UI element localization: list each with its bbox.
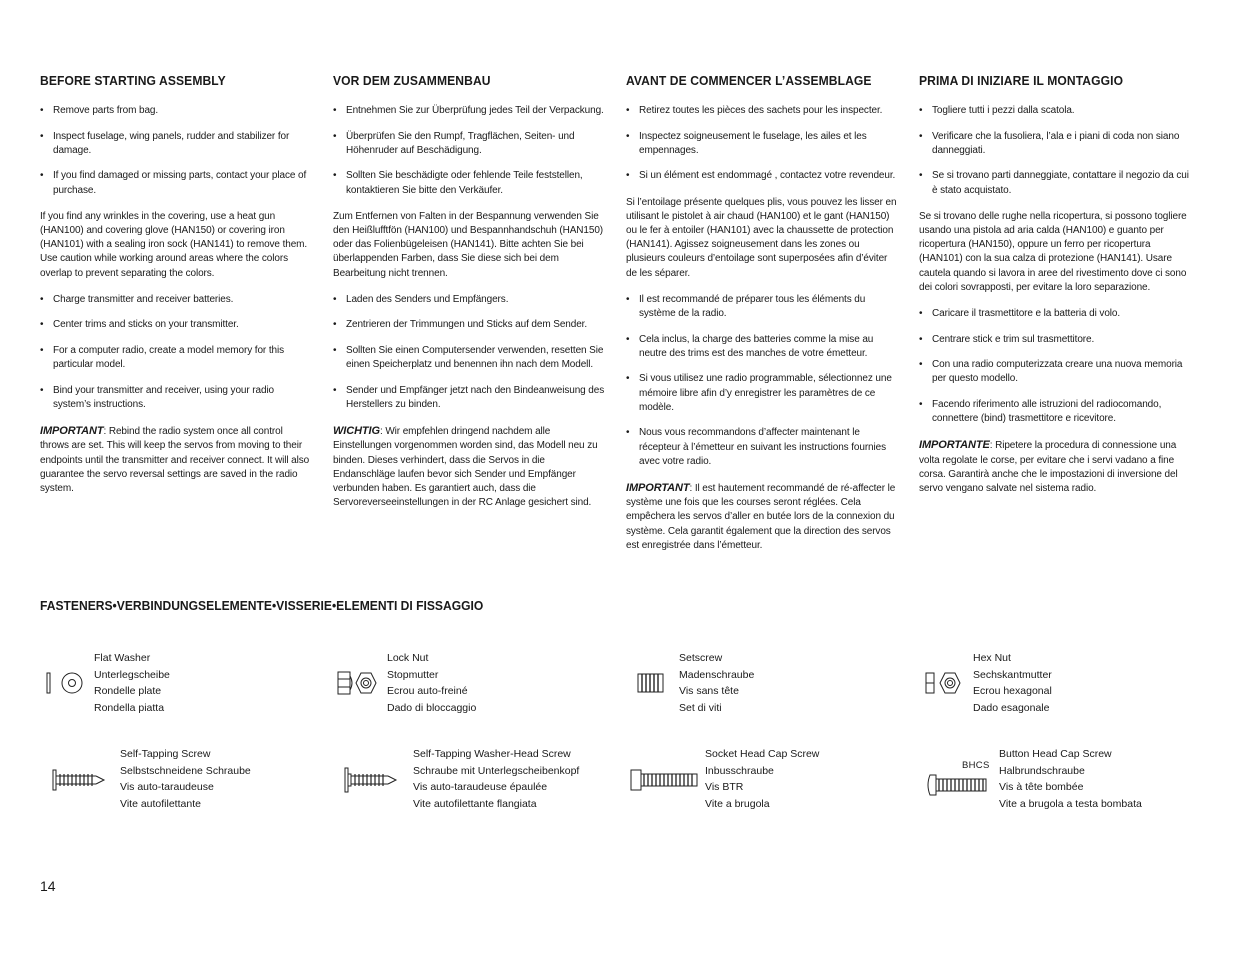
list-item: • Cela inclus, la charge des batteries comme la mise au neutre des trims est des manches de votre émetteur.: [626, 333, 898, 361]
list-item: • Con una radio computerizzata creare una nuova memoria per questo modello.: [919, 358, 1191, 386]
list-item: • For a computer radio, create a model memory for this particular model.: [40, 344, 312, 372]
bullet-list: [333, 293, 605, 412]
important-text: : Rebind the radio system once all control throws are set. This will keep the servos from moving to their endpoints until the transmitter and receiver connect. It will also guarantee the servo reversal settings are saved in the radio system.: [40, 426, 310, 495]
bullet-list: [40, 293, 312, 412]
washer-head-screw-icon: [344, 766, 400, 794]
important-text: : Wir empfehlen dringend nachdem alle Einstellungen vorgenommen worden sind, das Modell neu zu binden. Dieses verhindert, dass die Servos in die Endanschläge laufen bevor sich Sender und Empfänger verbunden haben. Es garantiert auch, dass die Servoreverseeinstellungen in der RC Anlage gesichert sind.: [333, 426, 598, 509]
fastener-washer-head-screw: Self-Tapping Washer-Head Screw Schraube mit Unterlegscheibenkopf Vis auto-taraudeuse épaulée Vite autofilettante flangiata: [413, 748, 580, 810]
important-note: [919, 438, 1191, 496]
list-item: • Si vous utilisez une radio programmable, sélectionnez une mémoire libre afin d’y enregistrer les paramètres de ce modèle.: [626, 372, 898, 415]
page-number: 14: [40, 878, 56, 894]
fastener-lock-nut: Lock Nut Stopmutter Ecrou auto-freiné Dado di bloccaggio: [387, 652, 477, 714]
important-text: : Ripetere la procedura di connessione una volta regolate le corse, per evitare che i servi vadano a fine corsa. Garantirà anche che le impostazioni di inversione del servo vengano salvate nel sistema radio.: [919, 440, 1178, 495]
fastener-socket-head-cap-screw: Socket Head Cap Screw Inbusschraube Vis BTR Vite a brugola: [705, 748, 820, 810]
fastener-button-head-cap-screw: Button Head Cap Screw Halbrundschraube Vis à tête bombée Vite a brugola a testa bombata: [999, 748, 1142, 810]
fastener-self-tapping-screw: Self-Tapping Screw Selbstschneidene Schraube Vis auto-taraudeuse Vite autofilettante: [120, 748, 251, 810]
list-item: • Togliere tutti i pezzi dalla scatola.: [919, 104, 1191, 118]
important-label: IMPORTANT: [626, 482, 690, 495]
list-item: • Retirez toutes les pièces des sachets pour les inspecter.: [626, 104, 898, 118]
section-heading: VOR DEM ZUSAMMENBAU: [333, 73, 491, 88]
bullet-list: [333, 104, 605, 198]
important-label: WICHTIG: [333, 425, 380, 438]
list-item: • Sollten Sie einen Computersender verwenden, resetten Sie einen Speicherplatz und benennen ihn nach dem Modell.: [333, 344, 605, 372]
fastener-setscrew: Setscrew Madenschraube Vis sans tête Set di viti: [679, 652, 755, 714]
important-note: [40, 424, 312, 496]
list-item: • Bind your transmitter and receiver, using your radio system’s instructions.: [40, 384, 312, 412]
list-item: • Si un élément est endommagé , contactez votre revendeur.: [626, 169, 898, 183]
flat-washer-icon: [44, 670, 86, 696]
list-item: • Center trims and sticks on your transmitter.: [40, 318, 312, 332]
list-item: • Sender und Empfänger jetzt nach den Bindeanweisung des Herstellers zu binden.: [333, 384, 605, 412]
setscrew-icon: [637, 672, 665, 694]
fastener-hex-nut: Hex Nut Sechskantmutter Ecrou hexagonal Dado esagonale: [973, 652, 1052, 714]
list-item: • Charge transmitter and receiver batteries.: [40, 293, 312, 307]
important-note: [626, 481, 898, 553]
list-item: • Il est recommandé de préparer tous les éléments du système de la radio.: [626, 293, 898, 321]
important-label: IMPORTANT: [40, 425, 104, 438]
list-item: • If you find damaged or missing parts, contact your place of purchase.: [40, 169, 312, 197]
list-item: • Laden des Senders und Empfängers.: [333, 293, 605, 307]
list-item: • Caricare il trasmettitore e la batteria di volo.: [919, 307, 1191, 321]
hex-nut-icon: [923, 668, 965, 698]
section-heading: BEFORE STARTING ASSEMBLY: [40, 73, 226, 88]
important-note: [333, 424, 605, 510]
socket-head-cap-screw-icon: [630, 768, 700, 792]
self-tapping-screw-icon: [52, 768, 108, 792]
list-item: • Se si trovano parti danneggiate, contattare il negozio da cui è stato acquistato.: [919, 169, 1191, 197]
list-item: • Entnehmen Sie zur Überprüfung jedes Teil der Verpackung.: [333, 104, 605, 118]
bullet-list: [626, 293, 898, 469]
important-text: : Il est hautement recommandé de ré-affecter le système une fois que les courses seront réglées. Cela empêchera les servos d’aller en butée lors de la connexion du système. Cela garantit également que la direction des servos est enregistrée dans l’émetteur.: [626, 483, 896, 551]
list-item: • Remove parts from bag.: [40, 104, 312, 118]
list-item: • Inspectez soigneusement le fuselage, les ailes et les empennages.: [626, 130, 898, 158]
list-item: • Inspect fuselage, wing panels, rudder and stabilizer for damage.: [40, 130, 312, 158]
bullet-list: [626, 104, 898, 184]
column-italian: [919, 72, 1191, 508]
paragraph: Si l’entoilage présente quelques plis, vous pouvez les lisser en utilisant le pistolet à air chaud (HAN100) et le gant (HAN150) ou le fer à entoiler (HAN101) avec la chaussette de protection (HAN141). Agissez soigneusement dans les zones ou plusieurs couleurs d’entoilage sont superposées afin d’éviter de les séparer.: [626, 196, 897, 279]
paragraph: If you find any wrinkles in the covering, use a heat gun (HAN100) and covering glove (HAN150) or covering iron (HAN101) with a sealing iron sock (HAN141) to remove them. Use caution while working around areas where the colors overlap to prevent separating the colors.: [40, 210, 308, 279]
important-label: IMPORTANTE: [919, 439, 990, 452]
list-item: • Zentrieren der Trimmungen und Sticks auf dem Sender.: [333, 318, 605, 332]
section-heading: AVANT DE COMMENCER L’ASSEMBLAGE: [626, 73, 872, 88]
paragraph: Se si trovano delle rughe nella ricopertura, si possono togliere usando una pistola ad aria calda (HAN100) e guanto per ricopertura (HAN150), oppure un ferro per ricopertura (HAN101) con la sua calza di protezione (HAN141). Usare cautela quando si lavora in aree del rivestimento dove ci sono dei colori sovrapposti, per evitare la loro separazione.: [919, 210, 1187, 293]
column-french: [626, 72, 898, 565]
bullet-list: [919, 104, 1191, 198]
list-item: • Centrare stick e trim sul trasmettitore.: [919, 333, 1191, 347]
section-heading: PRIMA DI INIZIARE IL MONTAGGIO: [919, 73, 1124, 88]
list-item: • Sollten Sie beschädigte oder fehlende Teile feststellen, kontaktieren Sie bitte den Verkäufer.: [333, 169, 605, 197]
button-head-cap-screw-icon: [926, 772, 990, 798]
list-item: • Verificare che la fusoliera, l’ala e i piani di coda non siano danneggiati.: [919, 130, 1191, 158]
paragraph: Zum Entfernen von Falten in der Bespannung verwenden Sie den Heißlufftfön (HAN100) und Bespannhandschuh (HAN150) oder das Folienbügeleisen (HAN141). Bitte achten Sie bei überlappenden Farben, dass Sie diese sich bei dem Bearbeitung nicht trennen.: [333, 210, 604, 279]
fastener-flat-washer: Flat Washer Unterlegscheibe Rondelle plate Rondella piatta: [94, 652, 170, 714]
list-item: • Facendo riferimento alle istruzioni del radiocomando, connettere (bind) trasmettitore e ricevitore.: [919, 398, 1191, 426]
list-item: • Nous vous recommandons d’affecter maintenant le récepteur à l’émetteur en suivant les instructions fournies avec votre radio.: [626, 426, 898, 469]
fasteners-heading: FASTENERS•VERBINDUNGSELEMENTE•VISSERIE•ELEMENTI DI FISSAGGIO: [40, 598, 484, 613]
bullet-list: [919, 307, 1191, 426]
lock-nut-icon: [336, 668, 380, 698]
bullet-list: [40, 104, 312, 198]
list-item: • Überprüfen Sie den Rumpf, Tragflächen, Seiten- und Höhenruder auf Beschädigung.: [333, 130, 605, 158]
column-german: [333, 72, 605, 522]
column-english: [40, 72, 312, 508]
bhcs-tag: BHCS: [962, 760, 990, 771]
